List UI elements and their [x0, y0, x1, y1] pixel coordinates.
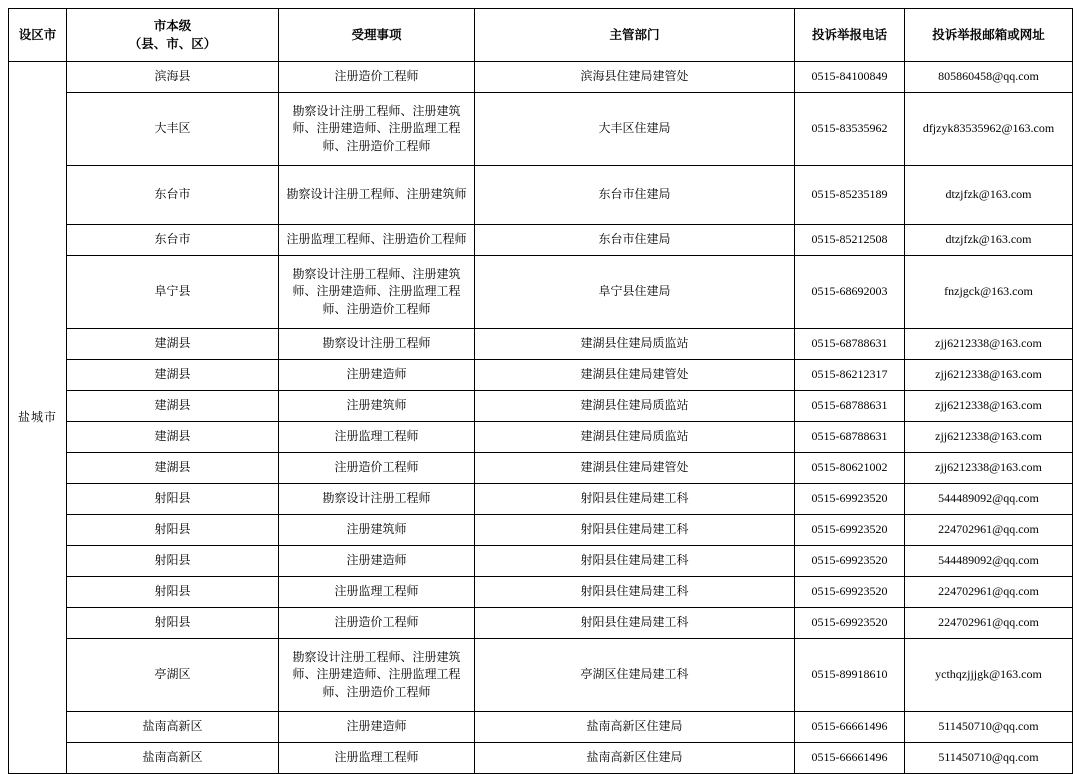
- cell-department: 射阳县住建局建工科: [475, 577, 795, 608]
- cell-phone: 0515-68788631: [795, 329, 905, 360]
- cell-level: 建湖县: [67, 360, 279, 391]
- cell-mail: 544489092@qq.com: [905, 546, 1073, 577]
- column-header-level-line1: 市本级: [153, 18, 192, 33]
- column-header-level-line2: （县、市、区）: [128, 37, 217, 51]
- table-row: [9, 422, 1073, 453]
- city-group-cell: 盐城市: [9, 62, 67, 774]
- cell-phone: 0515-69923520: [795, 608, 905, 639]
- cell-department: 亭湖区住建局建工科: [475, 639, 795, 712]
- cell-department: 阜宁县住建局: [475, 256, 795, 329]
- cell-matter: 注册造价工程师: [279, 62, 475, 93]
- cell-phone: 0515-69923520: [795, 577, 905, 608]
- cell-mail: dtzjfzk@163.com: [905, 166, 1073, 225]
- column-header-city: 设区市: [9, 9, 67, 62]
- cell-phone: 0515-66661496: [795, 712, 905, 743]
- table-row: [9, 608, 1073, 639]
- cell-phone: 0515-68788631: [795, 422, 905, 453]
- cell-matter: 注册建造师: [279, 360, 475, 391]
- table-body: [9, 62, 1073, 774]
- table-row: [9, 639, 1073, 712]
- cell-phone: 0515-83535962: [795, 93, 905, 166]
- table-row: [9, 391, 1073, 422]
- table-row: [9, 329, 1073, 360]
- cell-level: 射阳县: [67, 484, 279, 515]
- cell-matter: 注册造价工程师: [279, 608, 475, 639]
- table-row: [9, 166, 1073, 225]
- cell-department: 射阳县住建局建工科: [475, 546, 795, 577]
- cell-department: 大丰区住建局: [475, 93, 795, 166]
- column-header-mail: 投诉举报邮箱或网址: [905, 9, 1073, 62]
- cell-mail: 224702961@qq.com: [905, 577, 1073, 608]
- cell-department: 盐南高新区住建局: [475, 712, 795, 743]
- table-row: [9, 62, 1073, 93]
- cell-mail: zjj6212338@163.com: [905, 329, 1073, 360]
- cell-phone: 0515-68788631: [795, 391, 905, 422]
- cell-mail: zjj6212338@163.com: [905, 453, 1073, 484]
- cell-phone: 0515-69923520: [795, 546, 905, 577]
- cell-level: 射阳县: [67, 577, 279, 608]
- cell-department: 东台市住建局: [475, 166, 795, 225]
- cell-matter: 勘察设计注册工程师、注册建筑师: [279, 166, 475, 225]
- cell-department: 东台市住建局: [475, 225, 795, 256]
- cell-matter: 注册监理工程师: [279, 422, 475, 453]
- table-row: [9, 577, 1073, 608]
- cell-level: 盐南高新区: [67, 712, 279, 743]
- cell-phone: 0515-69923520: [795, 515, 905, 546]
- cell-level: 射阳县: [67, 546, 279, 577]
- cell-level: 建湖县: [67, 453, 279, 484]
- table-row: [9, 712, 1073, 743]
- cell-matter: 注册建筑师: [279, 391, 475, 422]
- cell-department: 建湖县住建局建管处: [475, 453, 795, 484]
- cell-phone: 0515-85235189: [795, 166, 905, 225]
- cell-matter: 勘察设计注册工程师: [279, 329, 475, 360]
- cell-mail: 224702961@qq.com: [905, 608, 1073, 639]
- cell-matter: 注册监理工程师、注册造价工程师: [279, 225, 475, 256]
- table-row: [9, 484, 1073, 515]
- registration-complaint-table: [8, 8, 1073, 774]
- cell-matter: 勘察设计注册工程师、注册建筑师、注册建造师、注册监理工程师、注册造价工程师: [279, 93, 475, 166]
- column-header-level: [67, 9, 279, 62]
- cell-phone: 0515-89918610: [795, 639, 905, 712]
- cell-matter: 注册监理工程师: [279, 743, 475, 774]
- cell-mail: fnzjgck@163.com: [905, 256, 1073, 329]
- column-header-matter: 受理事项: [279, 9, 475, 62]
- cell-level: 建湖县: [67, 422, 279, 453]
- table-header: [9, 9, 1073, 62]
- header-row: [9, 9, 1073, 62]
- cell-phone: 0515-68692003: [795, 256, 905, 329]
- cell-phone: 0515-80621002: [795, 453, 905, 484]
- cell-matter: 注册造价工程师: [279, 453, 475, 484]
- cell-level: 东台市: [67, 166, 279, 225]
- cell-mail: dtzjfzk@163.com: [905, 225, 1073, 256]
- table-row: [9, 225, 1073, 256]
- cell-matter: 勘察设计注册工程师、注册建筑师、注册建造师、注册监理工程师、注册造价工程师: [279, 639, 475, 712]
- cell-mail: 805860458@qq.com: [905, 62, 1073, 93]
- cell-phone: 0515-66661496: [795, 743, 905, 774]
- cell-department: 射阳县住建局建工科: [475, 608, 795, 639]
- cell-mail: 224702961@qq.com: [905, 515, 1073, 546]
- cell-level: 建湖县: [67, 391, 279, 422]
- cell-mail: zjj6212338@163.com: [905, 391, 1073, 422]
- cell-department: 建湖县住建局质监站: [475, 422, 795, 453]
- cell-mail: zjj6212338@163.com: [905, 360, 1073, 391]
- cell-mail: ycthqzjjjgk@163.com: [905, 639, 1073, 712]
- cell-department: 建湖县住建局质监站: [475, 391, 795, 422]
- cell-matter: 注册建筑师: [279, 515, 475, 546]
- cell-level: 射阳县: [67, 515, 279, 546]
- cell-department: 盐南高新区住建局: [475, 743, 795, 774]
- column-header-phone: 投诉举报电话: [795, 9, 905, 62]
- cell-phone: 0515-85212508: [795, 225, 905, 256]
- cell-level: 东台市: [67, 225, 279, 256]
- cell-department: 射阳县住建局建工科: [475, 484, 795, 515]
- cell-phone: 0515-84100849: [795, 62, 905, 93]
- cell-phone: 0515-86212317: [795, 360, 905, 391]
- cell-level: 阜宁县: [67, 256, 279, 329]
- cell-mail: zjj6212338@163.com: [905, 422, 1073, 453]
- cell-mail: 511450710@qq.com: [905, 743, 1073, 774]
- table-row: [9, 256, 1073, 329]
- cell-matter: 勘察设计注册工程师: [279, 484, 475, 515]
- cell-level: 建湖县: [67, 329, 279, 360]
- cell-matter: 注册建造师: [279, 712, 475, 743]
- table-row: [9, 515, 1073, 546]
- table-row: [9, 93, 1073, 166]
- column-header-dept: 主管部门: [475, 9, 795, 62]
- cell-level: 大丰区: [67, 93, 279, 166]
- cell-department: 射阳县住建局建工科: [475, 515, 795, 546]
- cell-department: 滨海县住建局建管处: [475, 62, 795, 93]
- cell-department: 建湖县住建局建管处: [475, 360, 795, 391]
- cell-level: 盐南高新区: [67, 743, 279, 774]
- cell-mail: dfjzyk83535962@163.com: [905, 93, 1073, 166]
- cell-department: 建湖县住建局质监站: [475, 329, 795, 360]
- table-row: [9, 360, 1073, 391]
- cell-level: 滨海县: [67, 62, 279, 93]
- cell-phone: 0515-69923520: [795, 484, 905, 515]
- cell-level: 射阳县: [67, 608, 279, 639]
- cell-mail: 511450710@qq.com: [905, 712, 1073, 743]
- table-row: [9, 546, 1073, 577]
- table-row: [9, 743, 1073, 774]
- cell-matter: 注册监理工程师: [279, 577, 475, 608]
- cell-matter: 勘察设计注册工程师、注册建筑师、注册建造师、注册监理工程师、注册造价工程师: [279, 256, 475, 329]
- cell-level: 亭湖区: [67, 639, 279, 712]
- cell-matter: 注册建造师: [279, 546, 475, 577]
- table-row: [9, 453, 1073, 484]
- cell-mail: 544489092@qq.com: [905, 484, 1073, 515]
